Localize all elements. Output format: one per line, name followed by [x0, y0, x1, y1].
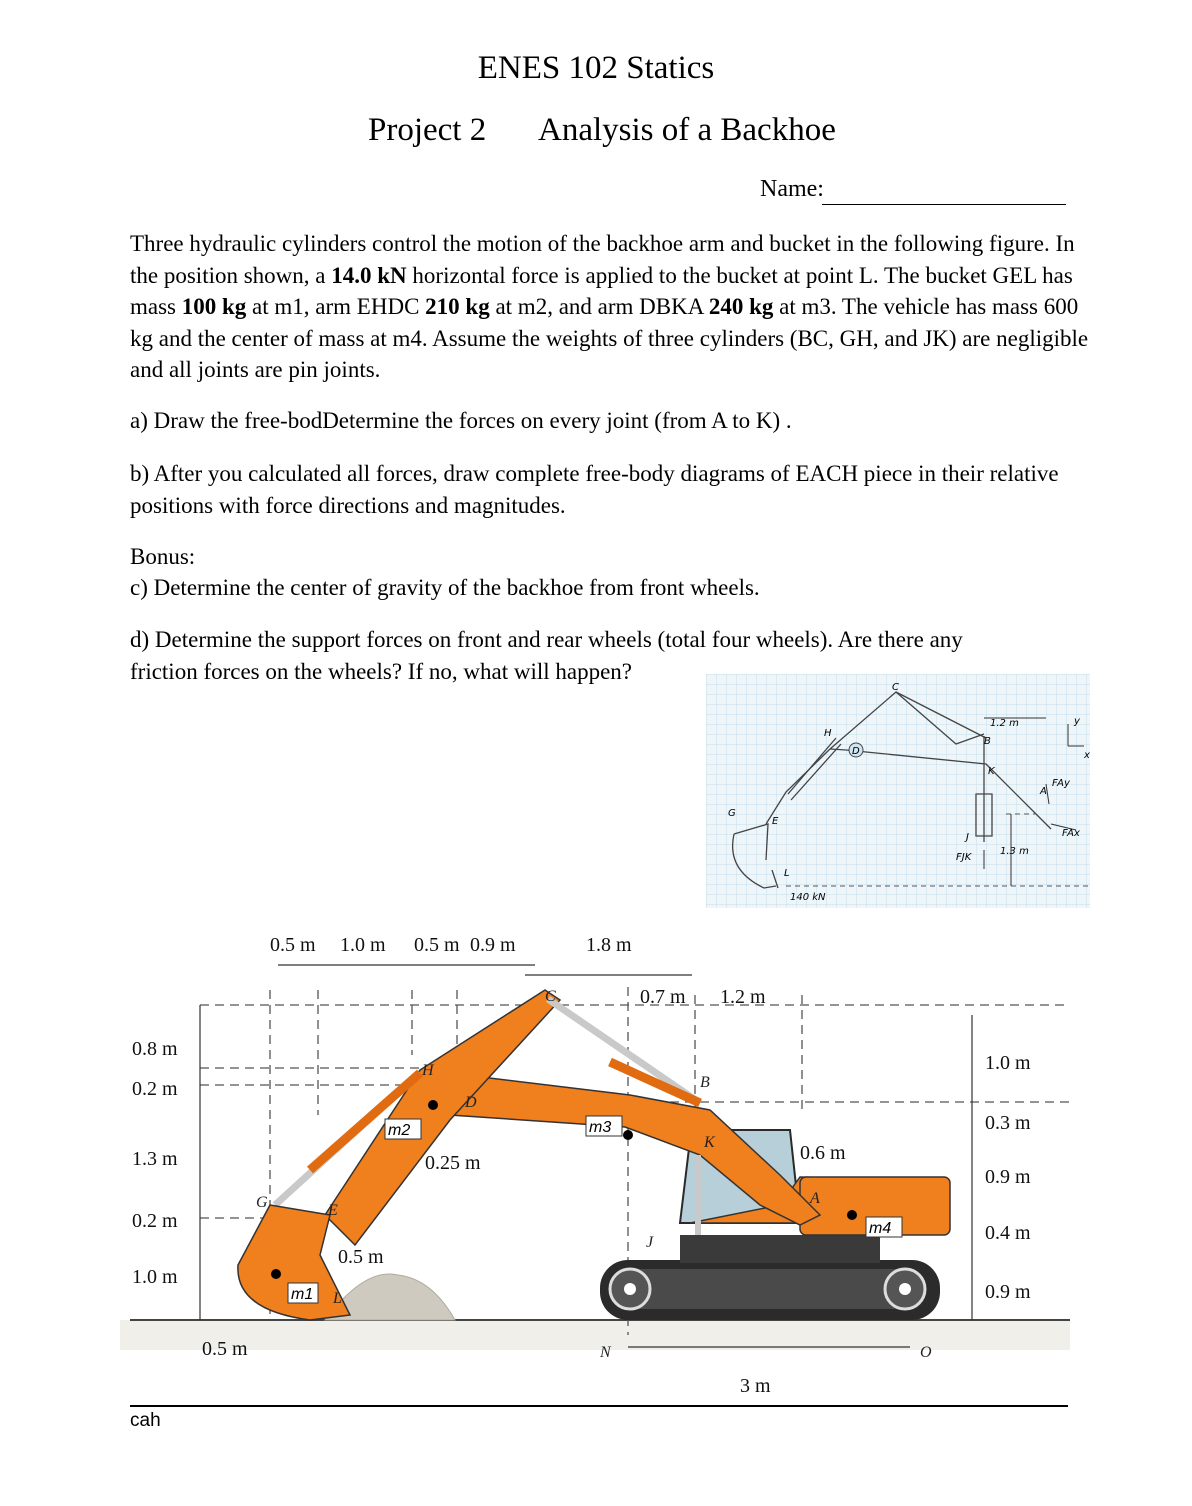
point-e-label: E: [328, 1202, 338, 1219]
inset-force-fay: FAy: [1052, 778, 1070, 789]
inset-label-h: H: [824, 728, 832, 739]
problem-statement: [130, 228, 1090, 386]
dim-06: 0.6 m: [800, 1142, 846, 1164]
dim-right-2: 0.3 m: [985, 1112, 1031, 1134]
inset-label-a: A: [1040, 786, 1047, 797]
inset-label-k: K: [988, 766, 995, 777]
bonus-heading: Bonus:: [130, 544, 196, 569]
dim-07: 0.7 m: [640, 986, 686, 1008]
m3-dot: [623, 1130, 633, 1140]
point-l-label: L: [333, 1290, 342, 1307]
inset-label-j: J: [966, 832, 969, 843]
name-blank-line: [822, 204, 1066, 205]
course-title: ENES 102 Statics: [477, 50, 715, 86]
point-o-label: O: [920, 1344, 932, 1361]
dim-right-4: 0.4 m: [985, 1222, 1031, 1244]
inset-label-c: C: [892, 682, 899, 693]
inset-axis-y: y: [1074, 716, 1080, 727]
dim-05: 0.5 m: [338, 1246, 384, 1268]
dim-right-3: 0.9 m: [985, 1166, 1031, 1188]
m3-label: m3: [589, 1119, 612, 1136]
statement-text: Three hydraulic cylinders control the motion of the backhoe arm and bucket in the following figure. In the position shown, a: [130, 231, 1075, 288]
inset-dim-side: 1.3 m: [1000, 846, 1029, 857]
inset-force-label: 140 kN: [790, 892, 826, 903]
backhoe-figure: [120, 915, 1070, 1405]
inset-label-l: L: [784, 868, 790, 879]
project-title: Analysis of a Backhoe: [538, 112, 836, 148]
footer-rule: [130, 1405, 1068, 1407]
point-g-label: G: [256, 1194, 268, 1211]
dim-right-5: 0.9 m: [985, 1281, 1031, 1303]
dim-left-1: 0.8 m: [132, 1038, 178, 1060]
point-a-label: A: [810, 1190, 820, 1207]
dim-025: 0.25 m: [425, 1152, 481, 1174]
part-a: a) Draw the free-bodDetermine the forces on every joint (from A to K) .: [130, 408, 792, 433]
point-d-label: D: [465, 1094, 477, 1111]
inset-label-b: B: [984, 736, 991, 747]
dim-left-2: 0.2 m: [132, 1078, 178, 1100]
part-c: c) Determine the center of gravity of the backhoe from front wheels.: [130, 575, 760, 600]
inset-dim-top: 1.2 m: [990, 718, 1019, 729]
dim-right-1: 1.0 m: [985, 1052, 1031, 1074]
author-initials: cah: [130, 1410, 161, 1431]
inset-sketch: [706, 674, 1090, 908]
m1-label: m1: [291, 1286, 314, 1303]
point-n-label: N: [600, 1344, 611, 1361]
bold-value: 100 kg: [181, 294, 247, 319]
dim-top-1: 0.5 m: [270, 934, 316, 956]
name-label: Name:: [760, 176, 824, 202]
dim-left-3: 1.3 m: [132, 1148, 178, 1170]
point-c-label: C: [545, 988, 556, 1005]
inset-label-e: E: [772, 816, 779, 827]
dim-top-18: 1.8 m: [586, 934, 632, 956]
point-h-label: H: [422, 1062, 434, 1079]
statement-text: at m2, and arm DBKA: [489, 294, 709, 319]
point-j-label: J: [646, 1234, 654, 1251]
inset-axis-x: x: [1084, 750, 1090, 761]
m1-dot: [271, 1269, 281, 1279]
m2-label: m2: [388, 1122, 411, 1139]
point-k-label: K: [704, 1134, 715, 1151]
inset-label-g: G: [728, 808, 736, 819]
bold-value: 14.0 kN: [331, 262, 407, 288]
inset-force-fax: FAx: [1062, 828, 1080, 839]
inset-force-fjk: FJK: [956, 852, 972, 863]
bold-value: 240 kg: [708, 294, 774, 319]
dim-top-3: 0.5 m: [414, 934, 460, 956]
part-d: d) Determine the support forces on front and rear wheels (total four wheels). Are there any friction forces on the wheels? If no, what will happen?: [130, 627, 963, 684]
m2-dot: [428, 1100, 438, 1110]
inset-label-d: D: [852, 746, 860, 757]
dim-left-4: 0.2 m: [132, 1210, 178, 1232]
dim-12: 1.2 m: [720, 986, 766, 1008]
carbody: [680, 1235, 880, 1263]
dim-top-4: 0.9 m: [470, 934, 516, 956]
statement-text: at m3. The vehicle has mass 600 kg and the center of mass at m4. Assume the weights of three cylinders (BC, GH, and JK) are negligible and all joints are pin joints.: [130, 294, 1089, 382]
dim-left-5: 1.0 m: [132, 1266, 178, 1288]
dim-top-2: 1.0 m: [340, 934, 386, 956]
m4-label: m4: [869, 1220, 892, 1237]
bold-value: 210 kg: [425, 294, 490, 319]
point-b-label: B: [700, 1074, 710, 1091]
part-b: b) After you calculated all forces, draw complete free-body diagrams of EACH piece in their relative positions with force directions and magnitudes.: [130, 461, 1059, 518]
statement-text: at m1, arm EHDC: [246, 294, 426, 319]
m4-dot: [847, 1210, 857, 1220]
project-number: Project 2: [368, 112, 487, 148]
dim-bottom-left: 0.5 m: [202, 1338, 248, 1360]
dim-3: 3 m: [740, 1375, 771, 1397]
statement-text: horizontal force is applied to the bucket at point L. The bucket GEL has mass: [130, 262, 1073, 319]
